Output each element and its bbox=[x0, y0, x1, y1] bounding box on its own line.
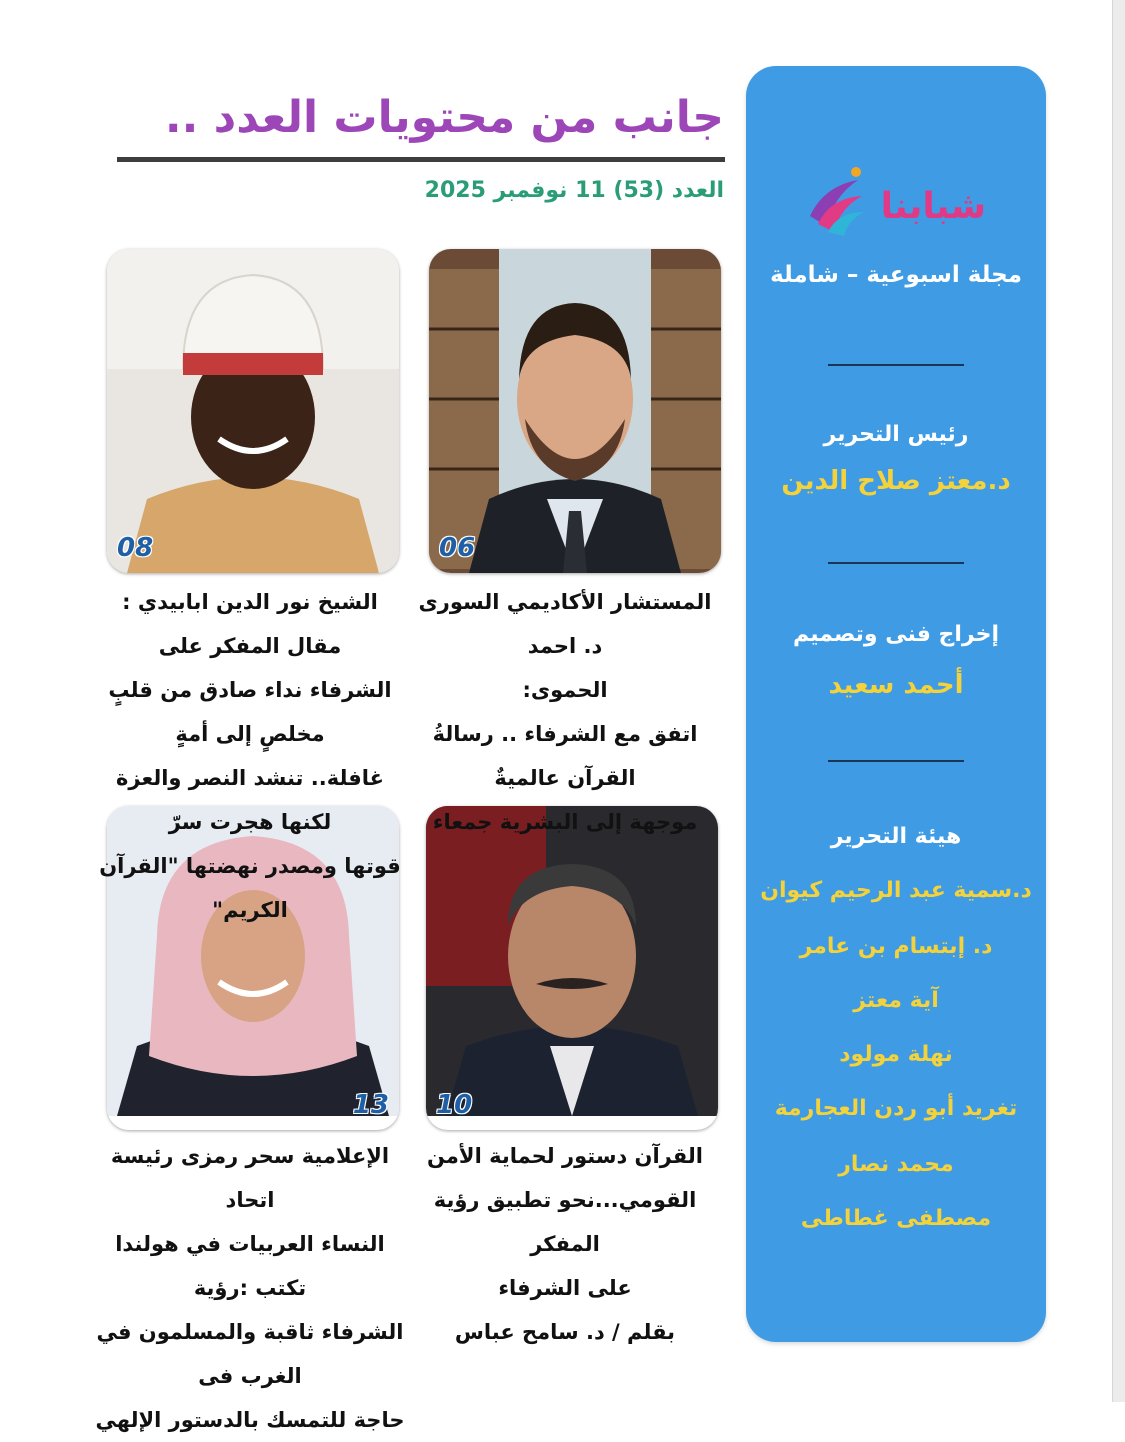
design-name: أحمد سعيد bbox=[828, 670, 964, 700]
caption-line: الشرفاء نداء صادق من قلبٍ مخلصٍ إلى أمةٍ bbox=[108, 678, 392, 746]
page-number: 06 bbox=[439, 533, 476, 563]
caption-line: على الشرفاء bbox=[498, 1276, 632, 1300]
editorial-board-member: مصطفى غطاطى bbox=[800, 1206, 992, 1231]
caption-line: المستشار الأكاديمي السورى د. احمد bbox=[418, 590, 712, 658]
article-caption[interactable] bbox=[410, 1134, 720, 1354]
magazine-logo: شبابنا bbox=[880, 186, 986, 227]
article-photo[interactable] bbox=[429, 249, 721, 573]
article-caption[interactable] bbox=[95, 1134, 405, 1442]
caption-line: النساء العربيات في هولندا تكتب :رؤية bbox=[115, 1232, 385, 1300]
page-title: جانب من محتويات العدد .. bbox=[164, 92, 724, 143]
caption-line: الشيخ نور الدين ابابيدي : مقال المفكر على bbox=[122, 590, 378, 658]
magazine-tagline: مجلة اسبوعية – شاملة bbox=[770, 262, 1022, 288]
article-caption[interactable] bbox=[95, 580, 405, 932]
editorial-board-member: د.سمية عبد الرحيم كيوان bbox=[760, 878, 1032, 903]
caption-line: بقلم / د. سامح عباس bbox=[454, 1320, 676, 1344]
divider bbox=[828, 562, 964, 564]
issue-info: العدد (53) 11 نوفمبر 2025 bbox=[424, 178, 724, 203]
divider bbox=[828, 364, 964, 366]
editorial-board-member: نهلة مولود bbox=[839, 1042, 953, 1067]
editorial-board-member: محمد نصار bbox=[838, 1152, 954, 1177]
caption-line: القرآن دستور لحماية الأمن bbox=[427, 1144, 703, 1168]
caption-line: اتفق مع الشرفاء .. رسالةُ القرآن عالميةٌ bbox=[432, 722, 698, 790]
masthead-sidebar bbox=[746, 66, 1046, 1342]
editorial-board-member: آية معتز bbox=[853, 988, 939, 1013]
caption-line: غافلة.. تنشد النصر والعزة لكنها هجرت سرّ bbox=[116, 766, 384, 834]
editorial-board-member: تغريد أبو ردن العجارمة bbox=[774, 1096, 1018, 1121]
editorial-board-label: هيئة التحرير bbox=[830, 824, 962, 849]
caption-line: الإعلامية سحر رمزى رئيسة اتحاد bbox=[110, 1144, 390, 1212]
article-photo[interactable] bbox=[426, 806, 718, 1130]
page-number: 08 bbox=[117, 533, 154, 563]
page-number: 10 bbox=[436, 1090, 473, 1120]
page-edge bbox=[1112, 0, 1125, 1402]
caption-line: الشرفاء ثاقبة والمسلمون في الغرب فى bbox=[96, 1320, 404, 1388]
editor-in-chief-name: د.معتز صلاح الدين bbox=[781, 466, 1011, 496]
article-caption[interactable] bbox=[410, 580, 720, 844]
article-photo[interactable] bbox=[107, 249, 399, 573]
caption-line: حاجة للتمسك بالدستور الإلهي bbox=[95, 1408, 405, 1432]
caption-line: الحموى: bbox=[522, 678, 608, 702]
editor-in-chief-label: رئيس التحرير bbox=[823, 422, 969, 447]
caption-line: موجهة إلى البشرية جمعاء bbox=[432, 810, 698, 834]
editorial-board-member: د. إبتسام بن عامر bbox=[799, 934, 993, 959]
logo-mark-icon bbox=[804, 166, 868, 236]
caption-line: قوتها ومصدر نهضتها "القرآن الكريم" bbox=[99, 854, 401, 922]
page-number: 13 bbox=[352, 1090, 389, 1120]
design-label: إخراج فنى وتصميم bbox=[792, 622, 1000, 647]
title-underline bbox=[117, 157, 725, 162]
divider bbox=[828, 760, 964, 762]
caption-line: القومي...نحو تطبيق رؤية المفكر bbox=[433, 1188, 697, 1256]
